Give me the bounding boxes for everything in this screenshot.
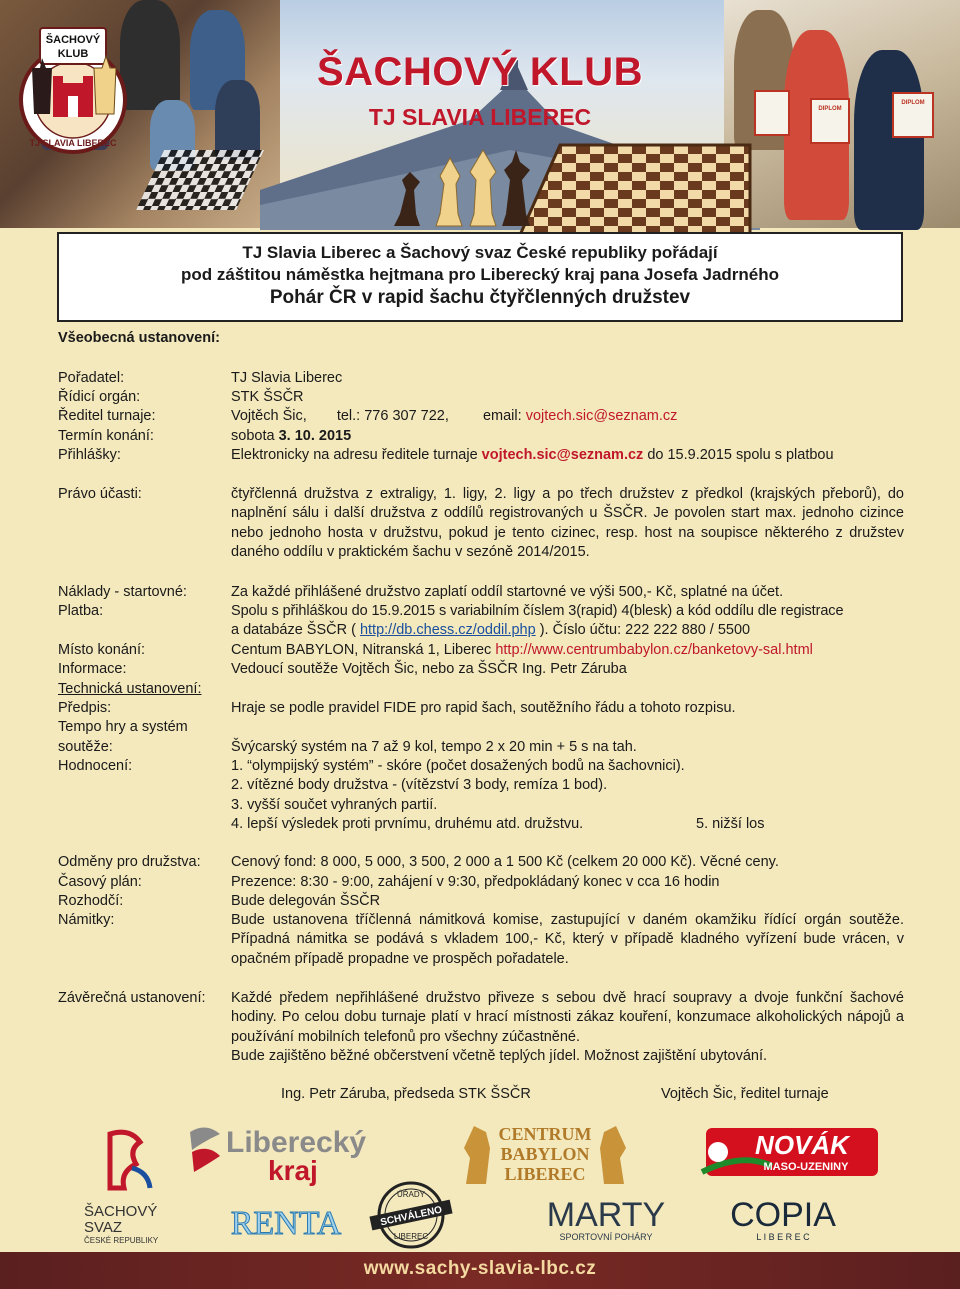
svg-text:COPIA: COPIA — [730, 1196, 836, 1234]
renta-logo — [230, 1200, 342, 1244]
svg-text:SCHVÁLENO: SCHVÁLENO — [379, 1204, 444, 1229]
club-subtitle: TJ SLAVIA LIBEREC — [368, 104, 592, 130]
venue-link[interactable]: http://www.centrumbabylon.cz/banketovy-sal.html — [495, 642, 813, 658]
marty-logo — [544, 1196, 668, 1244]
title-line-2: pod záštitou náměstka hejtmana pro Liberecký kraj pana Josefa Jadrného — [180, 265, 780, 284]
svg-text:L I B E R E C: L I B E R E C — [756, 1232, 810, 1242]
copia-logo — [720, 1196, 846, 1244]
svg-text:ŠACHOVÝ: ŠACHOVÝ — [84, 1203, 158, 1220]
svg-text:LIBEREC: LIBEREC — [393, 1232, 429, 1241]
criterion-item: 3. vyšší součet vyhraných partií. — [231, 796, 438, 813]
svg-text:ÚŘADY: ÚŘADY — [396, 1190, 426, 1199]
svg-text:Liberecký: Liberecký — [226, 1126, 367, 1159]
header-banner — [0, 0, 960, 228]
schvaleno-stamp — [366, 1180, 456, 1250]
chess-database-link[interactable]: http://db.chess.cz/oddil.php — [359, 622, 536, 639]
signature-left: Ing. Petr Záruba, předseda STK ŠSČR — [281, 1086, 531, 1102]
footer-bar — [0, 1252, 960, 1289]
svg-text:kraj: kraj — [268, 1155, 318, 1186]
general-heading: Všeobecná ustanovení: — [58, 330, 220, 346]
svg-text:KLUB: KLUB — [57, 48, 89, 60]
sachovy-svaz-logo — [80, 1128, 180, 1246]
title-line-1: TJ Slavia Liberec a Šachový svaz České republiky pořádají — [242, 243, 718, 262]
chessboard-graphic — [520, 145, 750, 235]
centrum-babylon-logo — [460, 1118, 630, 1188]
title-line-3: Pohár ČR v rapid šachu čtyřčlenných družstev — [269, 287, 691, 308]
svg-text:LIBEREC: LIBEREC — [504, 1164, 586, 1184]
svg-text:SPORTOVNÍ POHÁRY: SPORTOVNÍ POHÁRY — [559, 1232, 653, 1242]
svg-text:NOVÁK: NOVÁK — [755, 1130, 849, 1160]
website-link[interactable]: www.sachy-slavia-lbc.cz — [363, 1258, 597, 1279]
director-email-link[interactable]: vojtech.sic@seznam.cz — [525, 408, 678, 424]
club-title: ŠACHOVÝ KLUB — [316, 50, 644, 94]
svg-text:SVAZ: SVAZ — [84, 1219, 123, 1236]
announcement-title-box — [57, 232, 903, 322]
technical-heading: Technická ustanovení: — [58, 681, 202, 697]
registration-email-link[interactable]: vojtech.sic@seznam.cz — [481, 447, 644, 463]
novak-maso-uzeniny-logo — [702, 1122, 882, 1182]
svg-text:RENTA: RENTA — [230, 1205, 342, 1242]
svg-text:ŠACHOVÝ: ŠACHOVÝ — [45, 34, 101, 46]
photo-children-with-diplomas: DIPLOM DIPLOM — [724, 0, 960, 228]
svg-text:BABYLON: BABYLON — [500, 1144, 590, 1164]
svg-text:TJ SLAVIA LIBEREC: TJ SLAVIA LIBEREC — [29, 138, 117, 148]
criterion-item: 1. “olympijský systém” - skóre (počet dosažených bodů na šachovnici). — [231, 758, 685, 774]
chess-pieces-graphic — [380, 140, 540, 228]
liberecky-kraj-logo — [186, 1120, 367, 1188]
svg-text:ČESKÉ REPUBLIKY: ČESKÉ REPUBLIKY — [84, 1236, 159, 1245]
criterion-item: 4. lepší výsledek proti prvnímu, druhému atd. družstvu. 5. nižší los — [231, 816, 765, 833]
signature-right: Vojtěch Šic, ředitel turnaje — [661, 1086, 829, 1102]
svg-text:MARTY: MARTY — [546, 1196, 666, 1234]
svg-text:MASO-UZENINY: MASO-UZENINY — [763, 1161, 849, 1173]
criterion-item: 2. vítězné body družstva - (vítězství 3 body, remíza 1 bod). — [231, 777, 608, 794]
svg-text:CENTRUM: CENTRUM — [498, 1124, 592, 1144]
club-logo — [18, 28, 128, 160]
